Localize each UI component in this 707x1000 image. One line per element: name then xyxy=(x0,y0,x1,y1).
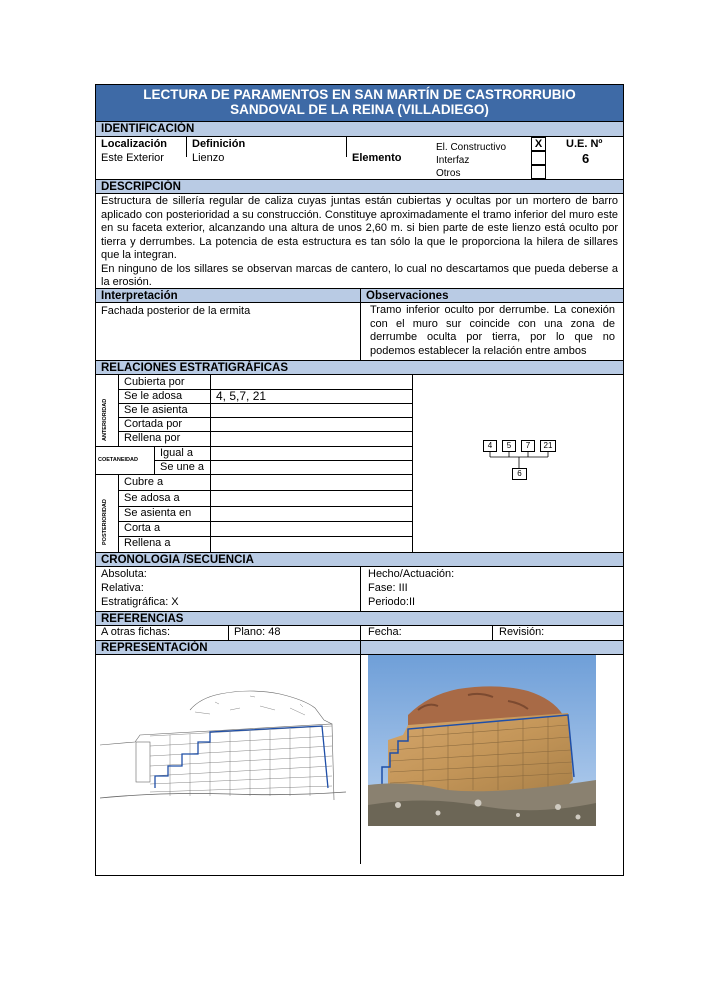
rel-label: Cubierta por xyxy=(124,376,185,388)
identificacion-row xyxy=(96,137,623,179)
coetaneidad-label: COETANEIDAD xyxy=(98,457,138,463)
cronologia-body xyxy=(96,567,623,611)
definicion-label: Definición xyxy=(192,138,246,150)
relaciones-body xyxy=(96,375,623,552)
checkbox-interfaz[interactable] xyxy=(531,151,546,165)
localizacion-value: Este Exterior xyxy=(101,152,164,164)
wall-elevation-drawing xyxy=(100,680,346,810)
representacion-heading xyxy=(96,640,623,655)
rel-value: 4, 5,7, 21 xyxy=(216,389,267,403)
localizacion-label: Localización xyxy=(101,138,168,150)
rel-label: Cortada por xyxy=(124,418,183,430)
rel-label: Se le asienta xyxy=(124,404,188,416)
matrix-box: 7 xyxy=(521,440,535,452)
descripcion-p1: Estructura de sillería regular de caliza cuyas juntas están cubiertas y ocultas por un mortero de barro aplicado con posterioridad a su construcción. Constituye aproximadamente el tramo inferior del muro este en su faceta exterior, alcanzando una altura de unos 2,60 m. si bien parte de este lienzo está oculto por tierra y derrumbes. La potencia de esta estructura es tan sólo la que le proporciona la hilera de sillares que la integran. xyxy=(101,195,618,261)
rel-label: Corta a xyxy=(124,522,161,534)
interp-obs-heading xyxy=(96,288,623,303)
title-line-2: SANDOVAL DE LA REINA (VILLADIEGO) xyxy=(230,102,489,117)
estratigrafica: Estratigráfica: X xyxy=(101,596,179,608)
referencias-body xyxy=(96,626,623,640)
ue-label: U.E. Nº xyxy=(566,138,603,150)
interpretacion-value: Fachada posterior de la ermita xyxy=(101,305,251,317)
representacion-body xyxy=(96,655,623,864)
hecho-actuacion: Hecho/Actuación: xyxy=(368,568,455,580)
interpretacion-heading: Interpretación xyxy=(101,290,178,302)
matrix-box: 21 xyxy=(540,440,556,452)
fecha: Fecha: xyxy=(368,626,402,638)
rel-label: Se le adosa xyxy=(124,390,183,402)
checkbox-constructivo[interactable] xyxy=(531,137,546,151)
cronologia-heading: CRONOLOGIA /SECUENCIA xyxy=(96,552,623,567)
option-otros: Otros xyxy=(436,168,461,179)
descripcion-body xyxy=(96,194,623,288)
rel-label: Rellena por xyxy=(124,432,181,444)
observaciones-heading: Observaciones xyxy=(366,290,449,302)
option-interfaz: Interfaz xyxy=(436,155,470,166)
relaciones-heading: RELACIONES ESTRATIGRÁFICAS xyxy=(96,360,623,375)
rel-label: Se asienta en xyxy=(124,507,192,519)
descripcion-p2: En ninguno de los sillares se observan marcas de cantero, lo cual no descartamos que pueda deberse a la erosión. xyxy=(101,262,618,288)
title-line-1: LECTURA DE PARAMENTOS EN SAN MARTÍN DE CASTRORRUBIO xyxy=(143,87,576,102)
observaciones-value: Tramo inferior oculto por derrumbe. La conexión con el muro sur coincide con una zona de derrumbe oculta por tierra, por lo que no podemos establecer la relación entre ambos xyxy=(370,304,615,357)
rel-label: Se adosa a xyxy=(124,492,180,504)
matrix-box: 6 xyxy=(512,468,527,480)
wall-photograph xyxy=(368,655,596,826)
rel-label: Igual a xyxy=(160,447,194,459)
ue-value: 6 xyxy=(582,151,590,166)
plano: Plano: 48 xyxy=(234,626,281,638)
checkbox-otros[interactable] xyxy=(531,165,546,179)
matrix-box: 4 xyxy=(483,440,497,452)
descripcion-heading: DESCRIPCIÓN xyxy=(96,179,623,194)
representacion-label: REPRESENTACIÓN xyxy=(101,642,208,654)
periodo: Periodo:II xyxy=(368,596,416,608)
absoluta: Absoluta: xyxy=(101,568,147,580)
identificacion-heading: IDENTIFICACIÓN xyxy=(96,122,623,137)
elemento-label: Elemento xyxy=(352,152,402,164)
definicion-value: Lienzo xyxy=(192,152,225,164)
posterioridad-label: POSTERIORIDAD xyxy=(102,499,108,545)
matrix-box: 5 xyxy=(502,440,516,452)
otras-fichas: A otras fichas: xyxy=(101,626,171,638)
option-constructivo: El. Constructivo xyxy=(436,142,507,153)
interp-obs-body xyxy=(96,303,623,360)
rel-label: Se une a xyxy=(160,461,205,473)
rel-label: Rellena a xyxy=(124,537,171,549)
fase: Fase: III xyxy=(368,582,408,594)
checkbox-mark: X xyxy=(534,138,543,150)
record-sheet xyxy=(95,84,624,876)
rel-label: Cubre a xyxy=(124,476,164,488)
referencias-heading: REFERENCIAS xyxy=(96,611,623,626)
anterioridad-label: ANTERIORIDAD xyxy=(102,398,108,441)
revision: Revisión: xyxy=(499,626,545,638)
sheet-title xyxy=(96,85,623,122)
relativa: Relativa: xyxy=(101,582,144,594)
